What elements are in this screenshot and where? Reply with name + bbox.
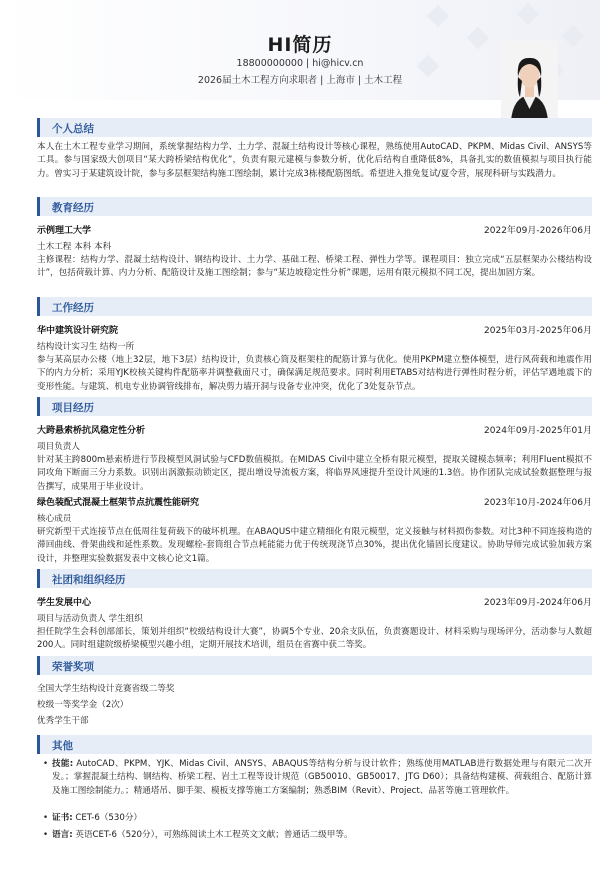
project-text: 针对某主跨800m悬索桥进行节段模型风洞试验与CFD数值模拟。在MIDAS Civil中建立全桥有限元模型，提取关键模态频率；利用Fluent模拟不同攻角下断面三分力系数。识别出涡激振动锁定区，提出增设导流板方案，将临界风速提升至设计风速的1.3倍。协作团队完成试验数据整理与报告撰写，成果用于毕业设计。 [37, 455, 592, 492]
degree: 土木工程 本科 本科 [37, 242, 112, 252]
school-name: 示例理工大学 [37, 226, 92, 236]
cert-label: 证书: [52, 813, 73, 823]
section-other-title: 其他 [37, 735, 592, 754]
education-date: 2022年09月-2026年06月 [484, 226, 592, 236]
work-date: 2025年03月-2025年06月 [484, 326, 592, 336]
education-text: 主修课程：结构力学、混凝土结构设计、钢结构设计、土力学、基础工程、桥梁工程、弹性力学等。课程项目：独立完成“五层框架办公楼结构设计”，包括荷载计算、内力分析、配筋设计及施工图绘制；参与“某边坡稳定性分析”课题，运用有限元模拟不同工况，提出加固方案。 [37, 255, 592, 279]
section-summary-title: 个人总结 [37, 118, 592, 137]
section-projects-title: 项目经历 [37, 397, 592, 416]
project-role: 项目负责人 [37, 442, 80, 452]
project-role: 核心成员 [37, 514, 72, 524]
campus-text: 担任院学生会科创部部长，策划并组织“校级结构设计大赛”，协调5个专业、20余支队伍，负责赛题设计、材料采购与现场评分，活动参与人数超200人。同时组建院级桥梁模型兴趣小组，定期开展技术培训，组员在省赛中获二等奖。 [37, 627, 592, 651]
award-item: 全国大学生结构设计竞赛省级二等奖 [37, 684, 175, 694]
bullet-icon: • [43, 813, 49, 823]
section-awards-title: 荣誉奖项 [37, 656, 592, 675]
skills-item [43, 758, 592, 798]
language-item [43, 829, 592, 842]
work-text: 参与某高层办公楼（地上32层，地下3层）结构设计，负责核心筒及框架柱的配筋计算与优化。使用PKPM建立整体模型，进行风荷载和地震作用下的内力分析；采用YJK校核关键构件配筋率并调整截面尺寸，确保满足规范要求。同时利用ETABS对结构进行弹性时程分析，评估罕遇地震下的变形性能。与建筑、机电专业协调管线排布，解决剪力墙开洞与设备专业冲突，优化了3处复杂节点。 [37, 355, 592, 392]
language-text: 英语CET-6（520分），可熟练阅读土木工程英文文献；普通话二级甲等。 [75, 830, 353, 840]
award-item: 校级一等奖学金（2次） [37, 700, 129, 710]
cert-item [43, 812, 592, 825]
summary-text: 本人在土木工程专业学习期间，系统掌握结构力学、土力学、混凝土结构设计等核心课程，熟练使用AutoCAD、PKPM、Midas Civil、ANSYS等工具。参与国家级大创项目“某大跨桥梁结构优化”，负责有限元建模与参数分析，优化后结构自重降低8%，具备扎实的数值模拟与项目执行能力。曾实习于某建筑设计院，参与多层框架结构施工图绘制，累计完成3栋楼配筋图纸。希望进入推免复试/夏令营，展现科研与实践潜力。 [37, 142, 592, 179]
contact-info: 18800000000 | hi@hicv.cn [236, 58, 364, 69]
section-education-title: 教育经历 [37, 197, 592, 216]
company-name: 华中建筑设计研究院 [37, 326, 119, 336]
skills-label: 技能: [52, 759, 74, 769]
language-label: 语言: [52, 830, 73, 840]
award-item: 优秀学生干部 [37, 716, 89, 726]
section-campus-title: 社团和组织经历 [37, 569, 592, 588]
bullet-icon: • [43, 830, 49, 840]
project-text: 研究新型干式连接节点在低周往复荷载下的破坏机理。在ABAQUS中建立精细化有限元模型，定义接触与材料损伤参数。对比3种不同连接构造的滞回曲线、骨架曲线和延性系数。发现螺栓-套筒组合节点耗能能力优于传统现浇节点30%，提出优化锚固长度建议。协助导师完成试验加载方案设计，并整理实验数据发表中文核心论文1篇。 [37, 527, 592, 564]
job-intent: 2026届土木工程方向求职者 | 上海市 | 土木工程 [197, 75, 403, 86]
skills-text: AutoCAD、PKPM、YJK、Midas Civil、ANSYS、ABAQUS等结构分析与设计软件；熟练使用MATLAB进行数据处理与有限元二次开发。；掌握混凝土结构、钢结构、桥梁工程、岩土工程等设计规范（GB50010、GB50017、JTG D60）；具备结构建模、荷载组合、配筋计算及施工图绘制能力。；精通塔吊、脚手架、模板支撑等施工方案编制；熟悉BIM（Revit）、Project、品茗等施工管理软件。 [52, 759, 592, 796]
section-work-title: 工作经历 [37, 297, 592, 316]
campus-date: 2023年09月-2024年06月 [484, 598, 592, 608]
avatar [501, 41, 558, 121]
cert-text: CET-6（530分） [75, 813, 143, 823]
project-name: 绿色装配式混凝土框架节点抗震性能研究 [37, 498, 200, 508]
project-date: 2023年10月-2024年06月 [484, 498, 592, 508]
org-name: 学生发展中心 [37, 598, 92, 608]
resume-name: HI简历 [267, 34, 333, 56]
bullet-icon: • [43, 759, 49, 769]
campus-role: 项目与活动负责人 学生组织 [37, 614, 143, 624]
project-name: 大跨悬索桥抗风稳定性分析 [37, 426, 146, 436]
project-date: 2024年09月-2025年01月 [484, 426, 592, 436]
work-role: 结构设计实习生 结构一所 [37, 342, 135, 352]
